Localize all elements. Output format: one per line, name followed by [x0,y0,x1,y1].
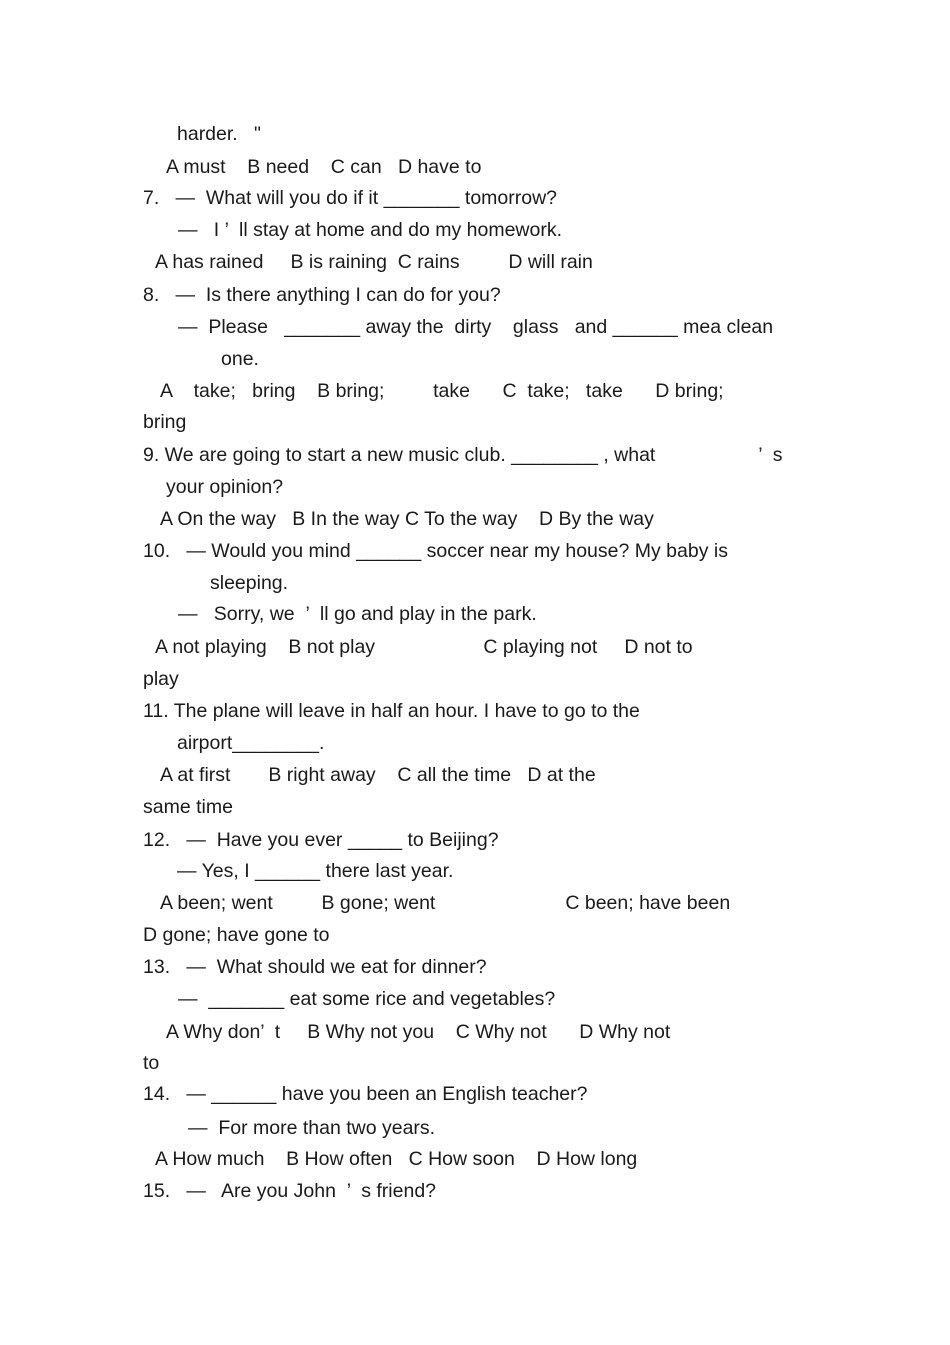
q14-response: — For more than two years. [188,1117,436,1139]
q8-question: 8. — Is there anything I can do for you? [143,284,501,306]
q8-options: A take; bring B bring; take C take; take D bring; [160,380,724,402]
q15-question: 15. — Are you John ’ s friend? [143,1180,437,1202]
q6-continuation: harder. " [177,123,261,145]
q12-options: A been; went B gone; went C been; have been [160,892,731,914]
q10-response: — Sorry, we ’ ll go and play in the park. [178,603,537,625]
q7-question: 7. — What will you do if it _______ tomorrow? [143,187,558,209]
q8-options-cont: bring [143,411,187,433]
q11-question-cont: airport________. [177,732,325,754]
q11-options-cont: same time [143,796,233,818]
q6-options: A must B need C can D have to [166,156,482,178]
q11-question: 11. The plane will leave in half an hour. I have to go to the [143,700,640,722]
q9-question-cont: your opinion? [166,476,284,498]
q13-question: 13. — What should we eat for dinner? [143,956,487,978]
q10-options-cont: play [143,668,179,690]
q12-options-cont: D gone; have gone to [143,924,330,946]
q12-question: 12. — Have you ever _____ to Beijing? [143,829,499,851]
q9-options: A On the way B In the way C To the way D By the way [160,508,654,530]
q12-response: — Yes, I ______ there last year. [177,860,454,882]
q13-response: — _______ eat some rice and vegetables? [178,988,556,1010]
q7-response: — I ’ ll stay at home and do my homework. [178,219,563,241]
q10-question-cont: sleeping. [210,572,289,594]
q11-options: A at first B right away C all the time D at the [160,764,596,786]
q8-response: — Please _______ away the dirty glass and ______ mea clean [178,316,774,338]
q9-question: 9. We are going to start a new music club. ________ , what ’ s [143,444,783,466]
q8-response-cont: one. [221,348,259,370]
q7-options: A has rained B is raining C rains D will rain [155,251,593,273]
q14-question: 14. — ______ have you been an English teacher? [143,1083,588,1105]
q10-options: A not playing B not play C playing not D not to [155,636,693,658]
q13-options: A Why don’ t B Why not you C Why not D Why not [166,1021,671,1043]
q14-options: A How much B How often C How soon D How long [155,1148,638,1170]
q10-question: 10. — Would you mind ______ soccer near my house? My baby is [143,540,728,562]
q13-options-cont: to [143,1052,160,1074]
